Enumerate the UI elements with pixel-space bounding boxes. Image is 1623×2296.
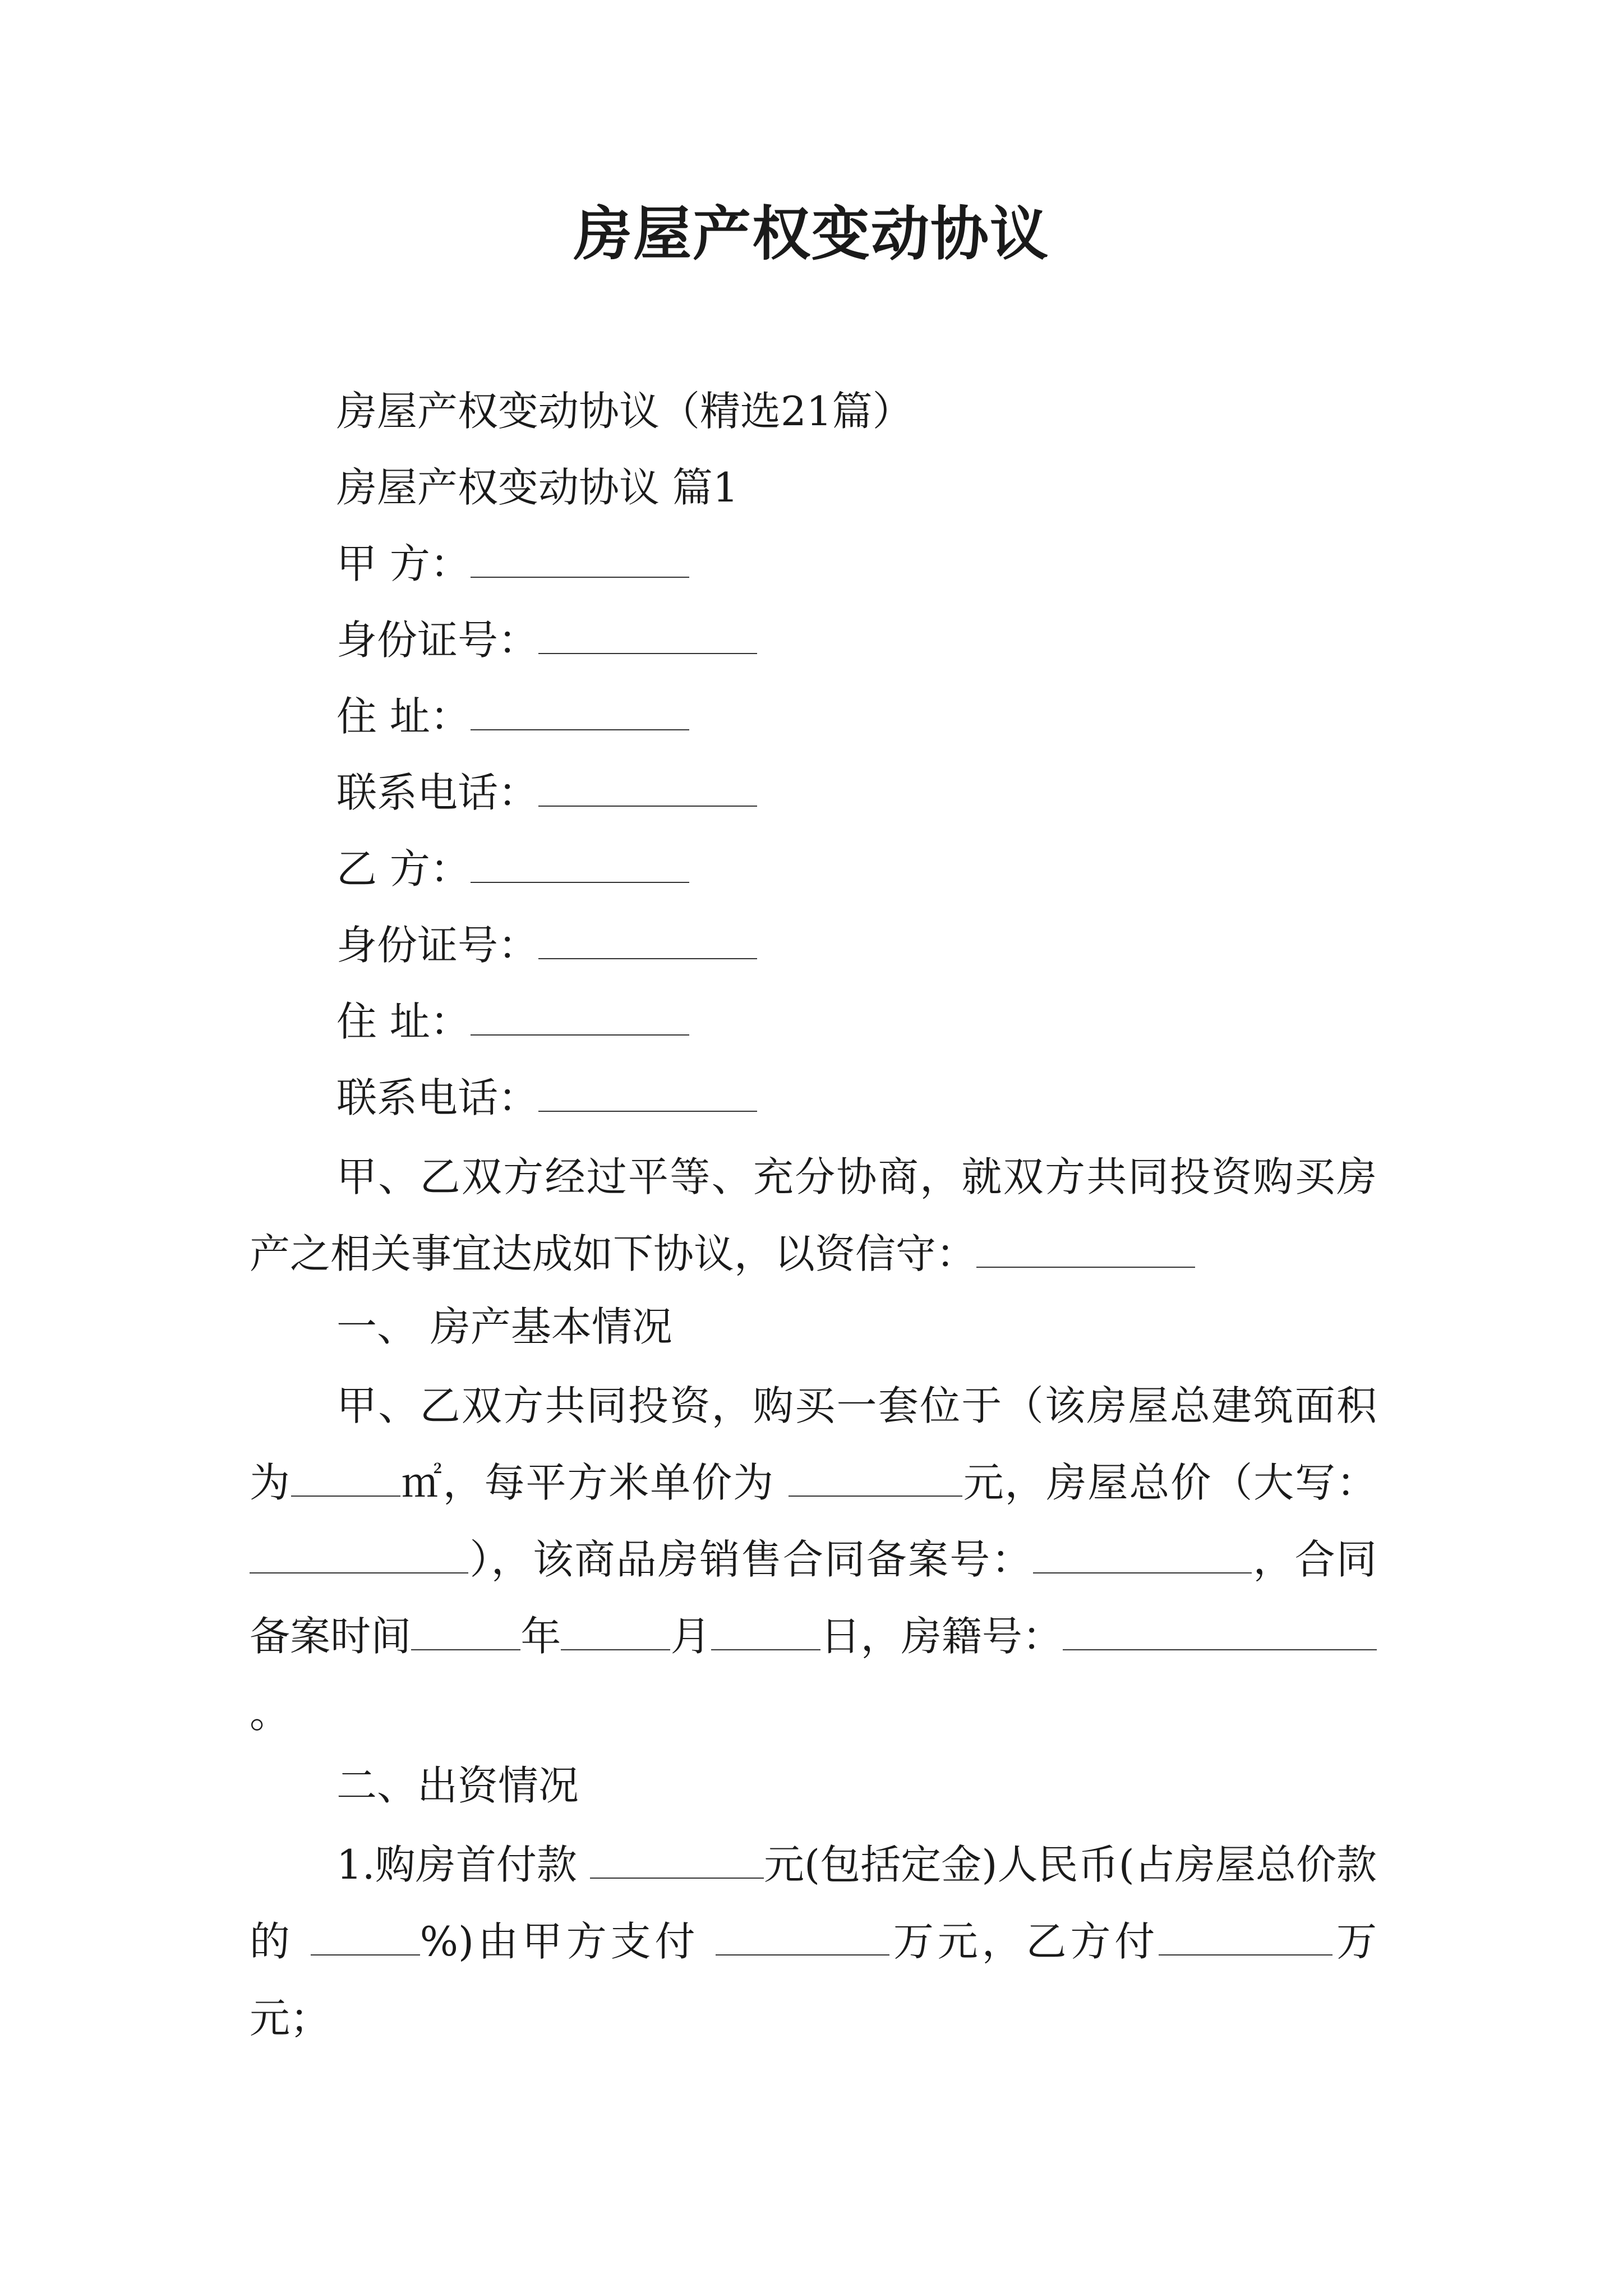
total-price-blank: [250, 1536, 468, 1573]
section2-text-3: %)由甲方支付: [419, 1918, 716, 1965]
filing-number-blank: [1033, 1536, 1252, 1573]
party-a-id-label: 身份证号：: [336, 616, 539, 664]
party-a-id-blank: [538, 616, 757, 654]
section1-text-5: ，合同备案时间: [250, 1536, 1377, 1660]
document-subtitle: 房屋产权变动协议（精选21篇）: [336, 388, 913, 435]
area-blank: [291, 1459, 400, 1497]
party-b-address-blank: [471, 998, 689, 1036]
section1-text-9: 。: [250, 1690, 291, 1737]
party-a-line: [336, 540, 689, 588]
intro-blank: [976, 1230, 1195, 1268]
party-b-amount-blank: [1159, 1918, 1332, 1955]
year-blank: [411, 1613, 520, 1650]
percent-blank: [311, 1918, 420, 1955]
intro-paragraph: [250, 1139, 1377, 1292]
party-b-label: 乙 方：: [336, 845, 471, 892]
unit-price-blank: [789, 1459, 962, 1497]
party-b-phone-blank: [538, 1074, 757, 1112]
month-blank: [561, 1613, 670, 1650]
party-a-address-line: [336, 692, 689, 740]
party-b-id-line: [336, 921, 757, 969]
party-b-address-line: [336, 997, 689, 1046]
document-title: 房屋产权变动协议: [573, 199, 1049, 268]
party-a-phone-line: [336, 769, 757, 817]
party-b-phone-label: 联系电话：: [336, 1074, 539, 1121]
section1-text-3: 元，房屋总价（大写：: [962, 1459, 1377, 1506]
intro-text: 甲、乙双方经过平等、充分协商，就双方共同投资购买房产之相关事宜达成如下协议，以资信守：: [250, 1153, 1377, 1277]
party-b-id-blank: [538, 922, 757, 959]
section1-heading: 一、 房产基本情况: [336, 1303, 672, 1350]
party-b-address-label: 住 址：: [336, 998, 471, 1045]
section1-paragraph: [250, 1368, 1377, 1752]
day-blank: [711, 1613, 820, 1650]
section1-text-1: 甲、乙双方共同投资，购买一套位于（该房屋总建筑面积为: [250, 1382, 1377, 1506]
section1-text-8: 日，房籍号：: [820, 1613, 1063, 1660]
down-payment-blank: [590, 1841, 764, 1879]
party-b-phone-line: [336, 1074, 757, 1122]
section2-text-4: 万元，乙方付: [889, 1918, 1159, 1965]
party-a-phone-label: 联系电话：: [336, 769, 539, 816]
party-b-line: [336, 845, 689, 893]
party-a-address-label: 住 址：: [336, 693, 471, 740]
section2-paragraph: [250, 1826, 1377, 2057]
party-a-blank: [471, 540, 689, 578]
section2-text-2: 元(包括定金)人民币(占房屋总价款的: [250, 1841, 1377, 1965]
section2-heading: 二、出资情况: [336, 1762, 579, 1809]
section1-text-7: 月: [670, 1613, 711, 1660]
section1-text-6: 年: [520, 1613, 561, 1660]
section2-text-1: 1.购房首付款: [336, 1841, 590, 1888]
party-a-address-blank: [471, 693, 689, 730]
section1-text-2: ㎡，每平方米单价为: [400, 1459, 789, 1506]
section2-text-5: 万元；: [250, 1918, 1377, 2042]
party-b-id-label: 身份证号：: [336, 922, 539, 969]
house-register-blank: [1063, 1613, 1377, 1650]
party-a-id-line: [336, 616, 757, 664]
section1-text-4: ），该商品房销售合同备案号：: [468, 1536, 1033, 1583]
party-a-amount-blank: [716, 1918, 889, 1955]
chapter-heading: 房屋产权变动协议 篇1: [336, 464, 739, 511]
party-a-label: 甲 方：: [336, 540, 471, 587]
party-b-blank: [471, 845, 689, 883]
party-a-phone-blank: [538, 769, 757, 807]
